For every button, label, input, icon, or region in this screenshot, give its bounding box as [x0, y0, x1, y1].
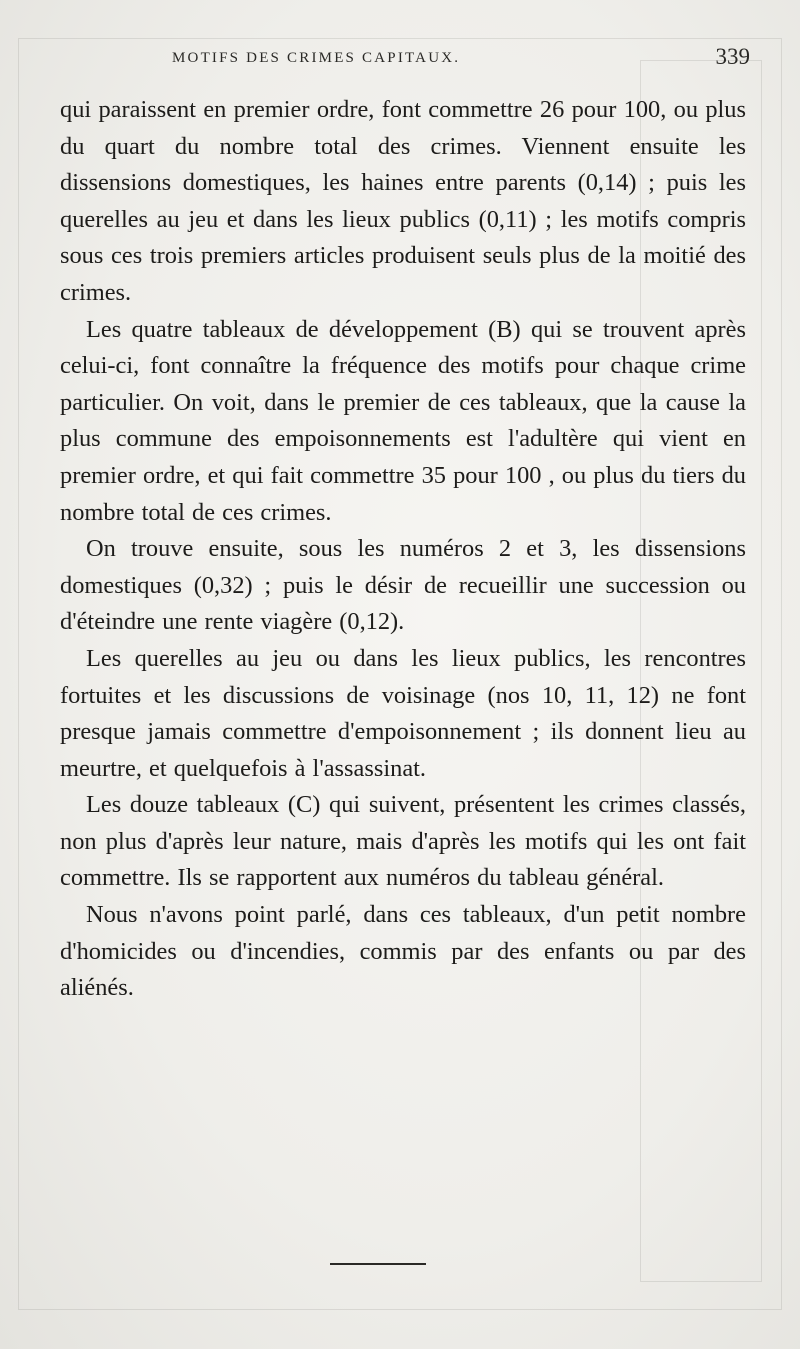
running-title: MOTIFS DES CRIMES CAPITAUX.: [172, 50, 461, 66]
end-rule: [330, 1263, 426, 1265]
paragraph: On trouve ensuite, sous les numéros 2 et 3, les dissensions domestiques (0,32) ; puis le désir de recueillir une succession ou d'éteindre une rente viagère (0,12).: [60, 535, 746, 636]
paragraph: Les querelles au jeu ou dans les lieux publics, les rencontres fortuites et les discussions de voisinage (nos 10, 11, 12) ne font presque jamais commettre d'empoisonnement ; ils donnent lieu au meurtre, et quelquefois à l'assassinat.: [60, 644, 746, 782]
paragraph-continuation: qui paraissent en premier ordre, font commettre 26 pour 100, ou plus du quart du nombre total des crimes. Viennent ensuite les dissensions domestiques, les haines entre parents (0,14) ; puis les querelles au jeu et dans les lieux publics (0,11) ; les motifs compris sous ces trois premiers articles produisent seuls plus de la moitié des crimes.: [60, 96, 746, 306]
paragraph: Les douze tableaux (C) qui suivent, présentent les crimes classés, non plus d'après leur nature, mais d'après les motifs qui les ont fait commettre. Ils se rapportent aux numéros du tableau général.: [60, 791, 746, 892]
paragraph: Les quatre tableaux de développement (B) qui se trouvent après celui-ci, font connaître la fréquence des motifs pour chaque crime particulier. On voit, dans le premier de ces tableaux, que la cause la plus commune des empoisonnements est l'adultère qui vient en premier ordre, et qui fait commettre 35 pour 100 , ou plus du tiers du nombre total de ces crimes.: [60, 315, 746, 526]
page-number: 339: [715, 44, 750, 69]
paragraph: Nous n'avons point parlé, dans ces tableaux, d'un petit nombre d'homicides ou d'incendies, commis par des enfants ou par des aliénés.: [60, 901, 746, 1002]
body-text: [60, 92, 746, 1007]
running-head: [60, 46, 750, 76]
